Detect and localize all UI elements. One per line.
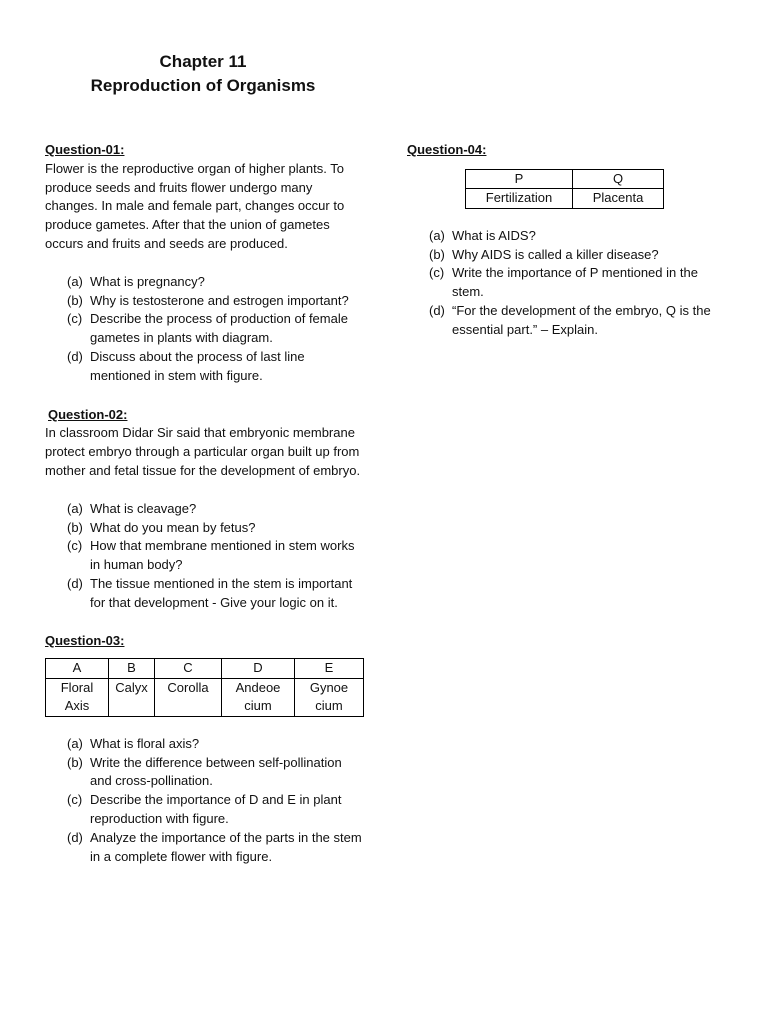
- list-item: [407, 227, 727, 246]
- item-text: Describe the process of production of female gametes in plants with diagram.: [90, 311, 348, 346]
- right-column: [407, 141, 727, 340]
- item-text: Describe the importance of D and E in plant reproduction with figure.: [90, 792, 342, 827]
- question-02-items: [45, 500, 365, 613]
- question-01: [45, 141, 365, 386]
- question-04-heading: Question-04:: [407, 142, 487, 157]
- item-label: (b): [67, 519, 83, 535]
- item-label: (c): [67, 538, 83, 554]
- question-02-stem: In classroom Didar Sir said that embryonic membrane protect embryo through a particular organ built up from mother and fetal tissue for the development of embryo.: [45, 425, 361, 478]
- list-item: [407, 302, 727, 340]
- table-row: [46, 678, 364, 716]
- question-01-items: [45, 273, 365, 386]
- list-item: [45, 575, 365, 613]
- list-item: [45, 500, 365, 519]
- item-text: Why AIDS is called a killer disease?: [452, 246, 659, 262]
- item-text: The tissue mentioned in the stem is important for that development - Give your logic on it.: [90, 575, 353, 610]
- list-item: [407, 264, 727, 302]
- item-text: How that membrane mentioned in stem works in human body?: [90, 538, 355, 573]
- item-label: (d): [67, 829, 83, 845]
- item-label: (b): [67, 754, 83, 770]
- item-label: (d): [67, 348, 83, 364]
- table-cell: Fertilization: [466, 189, 573, 209]
- list-item: [45, 537, 365, 575]
- question-02: [45, 406, 365, 613]
- table-header-row: [46, 659, 364, 679]
- item-label: (a): [67, 500, 83, 516]
- list-item: [45, 519, 365, 538]
- question-03-table: [45, 658, 364, 717]
- table-cell: Placenta: [573, 189, 664, 209]
- list-item: [45, 273, 365, 292]
- question-04-items: [407, 227, 727, 340]
- table-row: [466, 189, 664, 209]
- item-text: What is AIDS?: [452, 227, 536, 243]
- list-item: [45, 310, 365, 348]
- table-header-row: [466, 169, 664, 189]
- table-cell: Calyx: [109, 678, 155, 716]
- item-label: (d): [67, 575, 83, 591]
- chapter-name: Reproduction of Organisms: [90, 76, 316, 95]
- table-header-cell: P: [466, 169, 573, 189]
- item-text: Why is testosterone and estrogen important?: [90, 292, 349, 308]
- chapter-number: Chapter 11: [159, 52, 247, 71]
- item-text: What do you mean by fetus?: [90, 519, 256, 535]
- question-03-heading: Question-03:: [45, 632, 125, 648]
- list-item: [45, 829, 365, 867]
- item-label: (b): [429, 246, 445, 262]
- item-label: (c): [429, 265, 445, 281]
- table-header-cell: Q: [573, 169, 664, 189]
- item-label: (a): [67, 735, 83, 751]
- question-01-stem: Flower is the reproductive organ of higher plants. To produce seeds and fruits flower undergo many changes. In male and female part, changes occur to produce gametes. After that the union of gametes occurs and fruits and seeds are produced.: [45, 160, 345, 251]
- question-04-table: [465, 169, 664, 209]
- item-label: (d): [429, 302, 445, 318]
- item-label: (c): [67, 311, 83, 327]
- table-cell: Floral Axis: [46, 678, 109, 716]
- item-text: “For the development of the embryo, Q is the essential part.” – Explain.: [452, 302, 711, 337]
- list-item: [45, 791, 365, 829]
- list-item: [45, 348, 365, 386]
- table-header-cell: D: [222, 659, 295, 679]
- table-cell: Corolla: [155, 678, 222, 716]
- table-cell: Andeoe cium: [222, 678, 295, 716]
- question-01-heading: Question-01:: [45, 142, 125, 157]
- question-03-items: [45, 735, 365, 867]
- table-cell: Gynoe cium: [295, 678, 364, 716]
- table-header-cell: C: [155, 659, 222, 679]
- list-item: [45, 292, 365, 311]
- item-text: Write the importance of P mentioned in the stem.: [452, 265, 698, 300]
- item-label: (c): [67, 792, 83, 808]
- list-item: [45, 735, 365, 754]
- item-label: (a): [429, 227, 445, 243]
- left-column: [45, 141, 365, 866]
- item-text: Discuss about the process of last line mentioned in stem with figure.: [90, 348, 305, 383]
- item-label: (b): [67, 292, 83, 308]
- table-header-cell: E: [295, 659, 364, 679]
- item-text: What is cleavage?: [90, 500, 197, 516]
- item-label: (a): [67, 273, 83, 289]
- list-item: [407, 246, 727, 265]
- item-text: What is floral axis?: [90, 735, 200, 751]
- table-header-cell: B: [109, 659, 155, 679]
- question-02-heading: Question-02:: [48, 406, 128, 422]
- question-04: [407, 141, 727, 340]
- item-text: Analyze the importance of the parts in the stem in a complete flower with figure.: [90, 829, 362, 864]
- item-text: What is pregnancy?: [90, 273, 205, 289]
- item-text: Write the difference between self-pollination and cross-pollination.: [90, 754, 342, 789]
- table-header-cell: A: [46, 659, 109, 679]
- list-item: [45, 754, 365, 792]
- question-03: [45, 632, 365, 867]
- chapter-title: [45, 50, 361, 98]
